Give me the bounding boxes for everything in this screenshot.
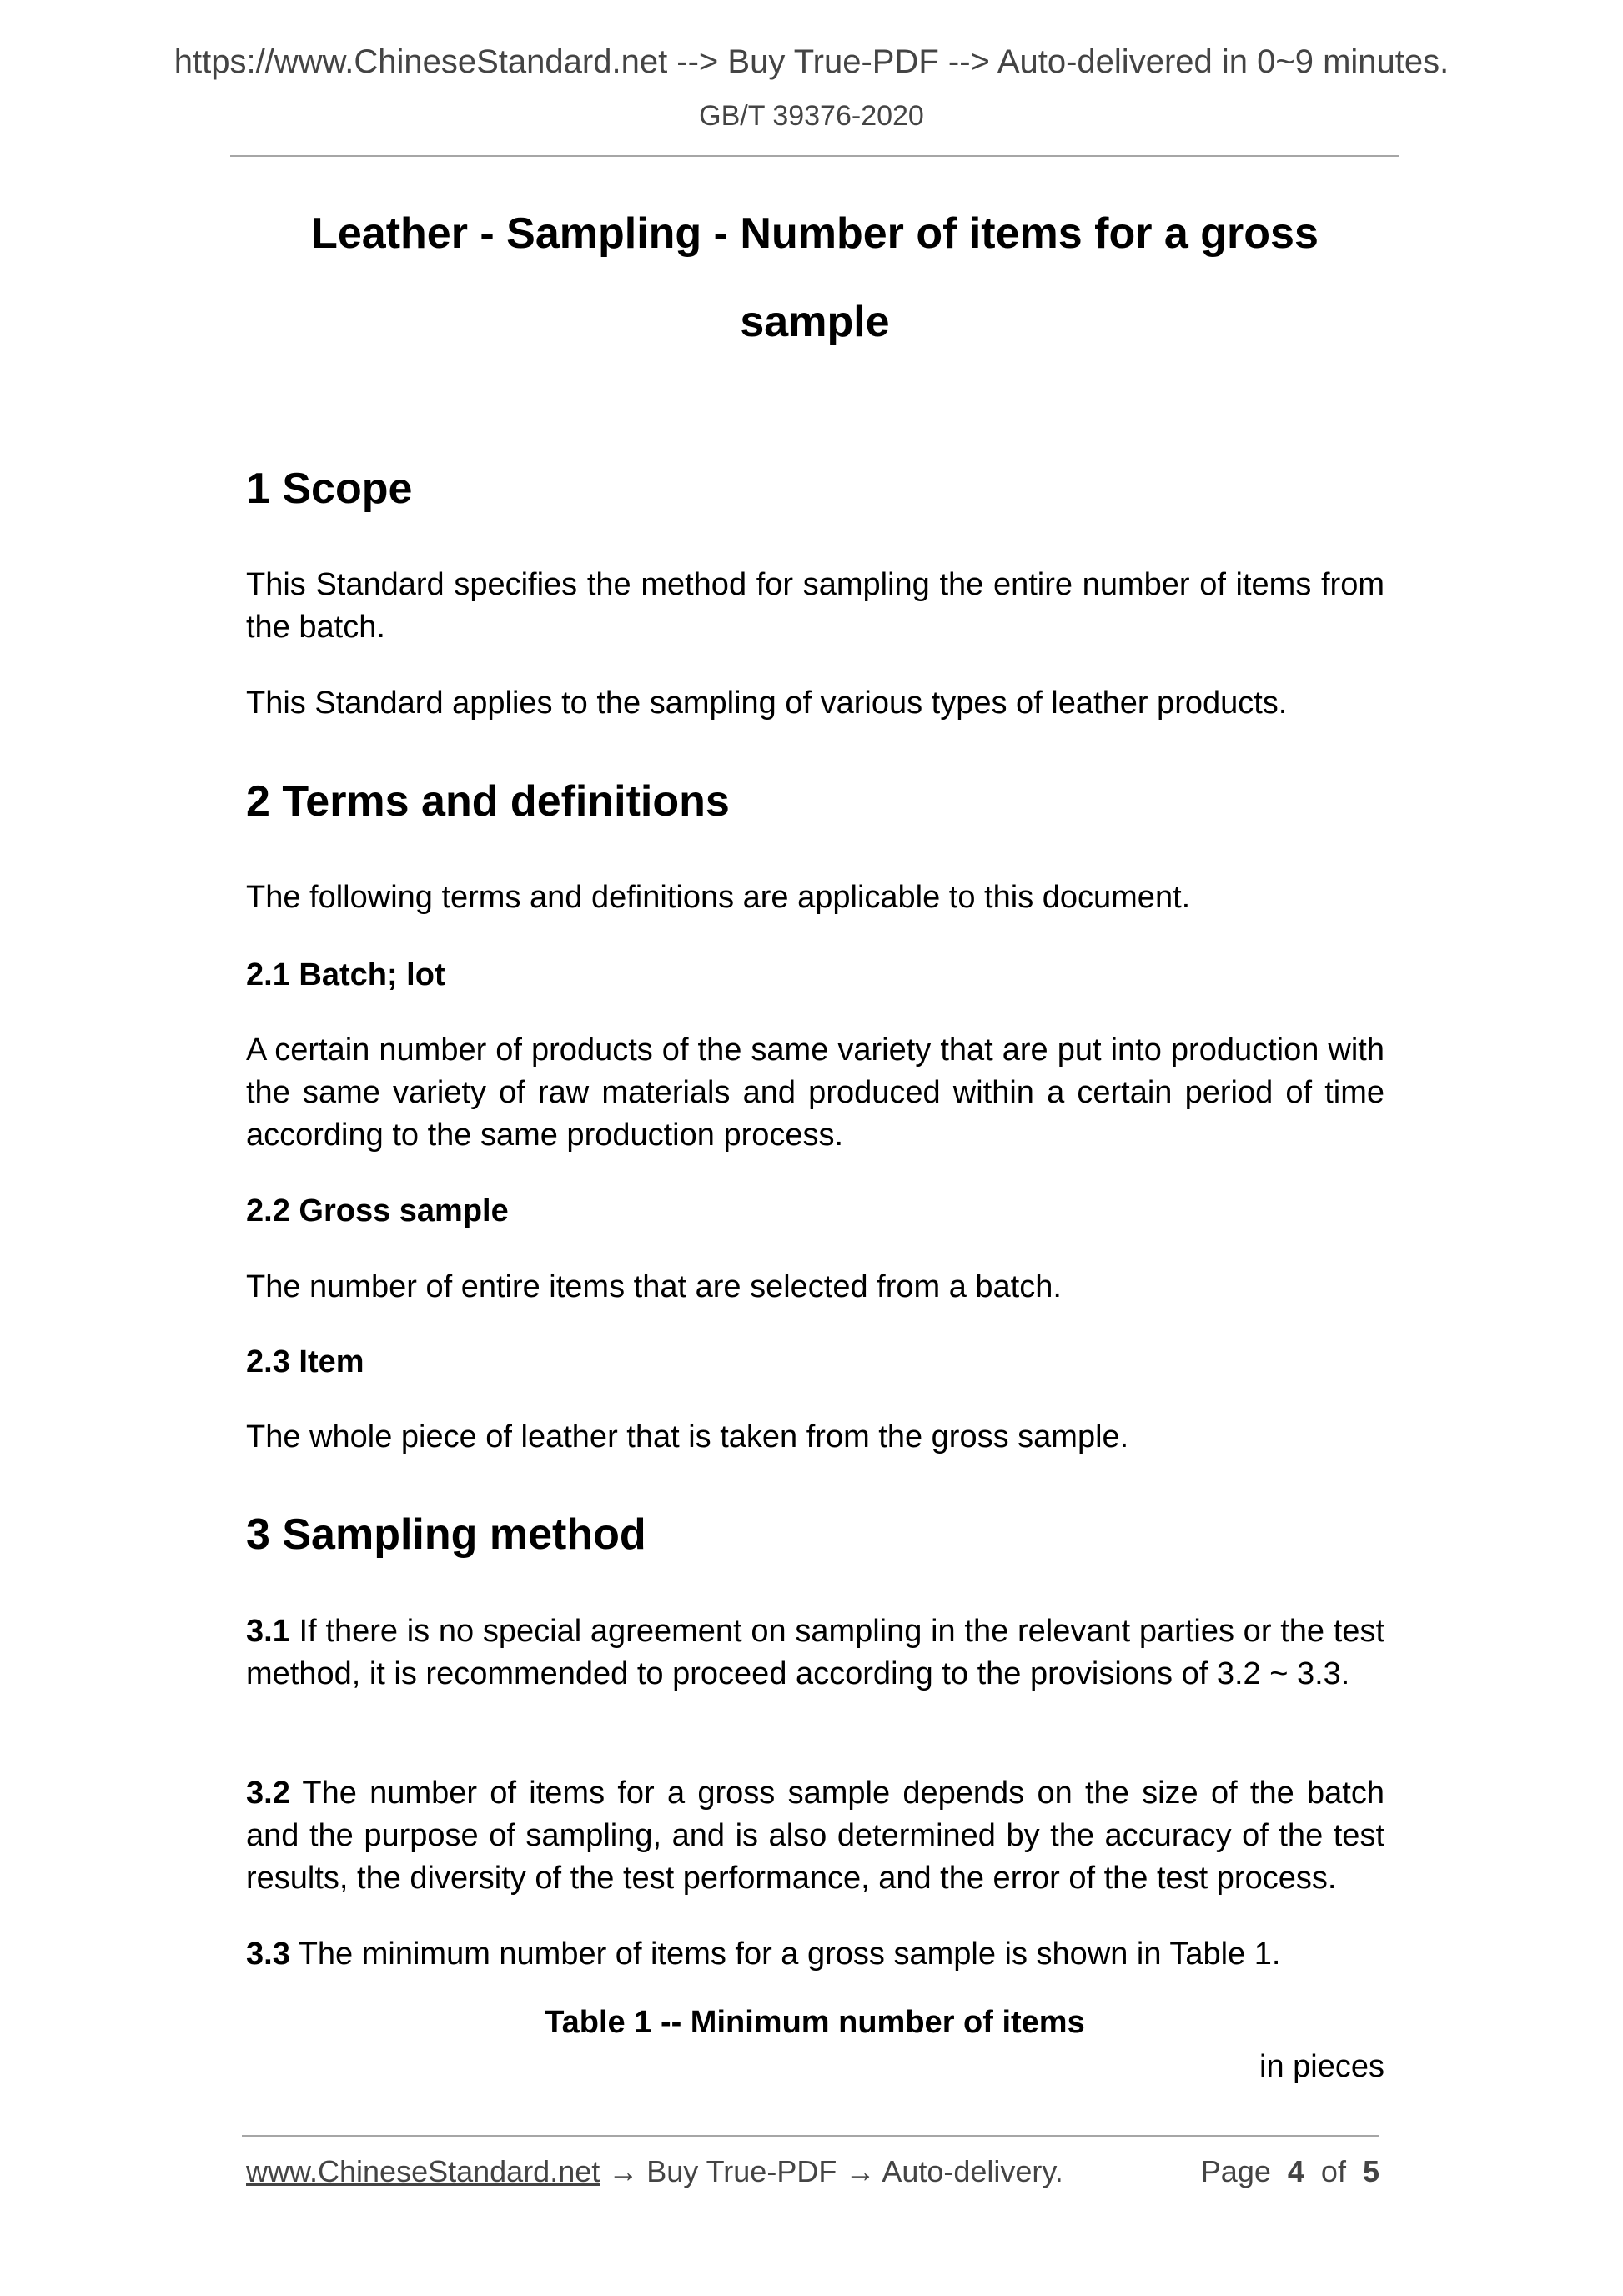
document-title-line1: Leather - Sampling - Number of items for a gross [311,209,1319,258]
page-total: 5 [1362,2154,1379,2188]
clause-3-3 [246,1933,1384,1976]
section-heading-terms: 2 Terms and definitions [246,777,730,826]
scope-paragraph-2: This Standard applies to the sampling of various types of leather products. [246,686,1288,721]
document-title-line2: sample [740,298,890,346]
footer-link-line [246,2154,1063,2189]
clause-text: The minimum number of items for a gross sample is shown in Table 1. [289,1937,1281,1972]
term-definition-batch: A certain number of products of the same variety that are put into production with the same variety of raw materials and produced within a certain period of time according to the same production process. [246,1032,1384,1153]
table-unit: in pieces [1259,2049,1384,2084]
terms-intro: The following terms and definitions are applicable to this document. [246,880,1191,915]
scope-paragraph-1: This Standard specifies the method for sampling the entire number of items from the batch. [246,567,1384,645]
section-heading-scope: 1 Scope [246,465,413,513]
table-caption: Table 1 -- Minimum number of items [545,2005,1085,2040]
term-definition-item: The whole piece of leather that is taken from the gross sample. [246,1419,1129,1454]
clause-number: 3.1 [246,1614,290,1649]
term-heading-batch: 2.1 Batch; lot [246,957,445,992]
term-definition-gross-sample: The number of entire items that are selected from a batch. [246,1269,1062,1304]
term-heading-gross-sample: 2.2 Gross sample [246,1193,509,1228]
clause-number: 3.3 [246,1937,290,1972]
footer-tagline: → Buy True-PDF → Auto-delivery. [600,2154,1063,2188]
footer-divider [242,2135,1379,2137]
page-indicator [1201,2154,1379,2189]
clause-text: The number of items for a gross sample depends on the size of the batch and the purpose of sampling, and is also determined by the accuracy of the test results, the diversity of the test performance, and the error of the test process. [246,1776,1384,1896]
header-divider [230,155,1399,157]
header-url-line: https://www.ChineseStandard.net --> Buy True-PDF --> Auto-delivered in 0~9 minutes. [173,43,1450,80]
page-of: of [1320,2154,1346,2188]
clause-3-1 [246,1610,1384,1696]
clause-number: 3.2 [246,1776,290,1811]
section-heading-sampling-method: 3 Sampling method [246,1510,646,1559]
site-link[interactable]: www.ChineseStandard.net [246,2154,600,2188]
term-heading-item: 2.3 Item [246,1344,364,1379]
standard-code: GB/T 39376-2020 [699,100,924,132]
page-label: Page [1200,2154,1271,2188]
clause-3-2 [246,1772,1384,1900]
clause-text: If there is no special agreement on sampling in the relevant parties or the test method, it is recommended to proceed according to the provisions of 3.2 ~ 3.3. [246,1614,1384,1691]
page-current: 4 [1287,2154,1304,2188]
